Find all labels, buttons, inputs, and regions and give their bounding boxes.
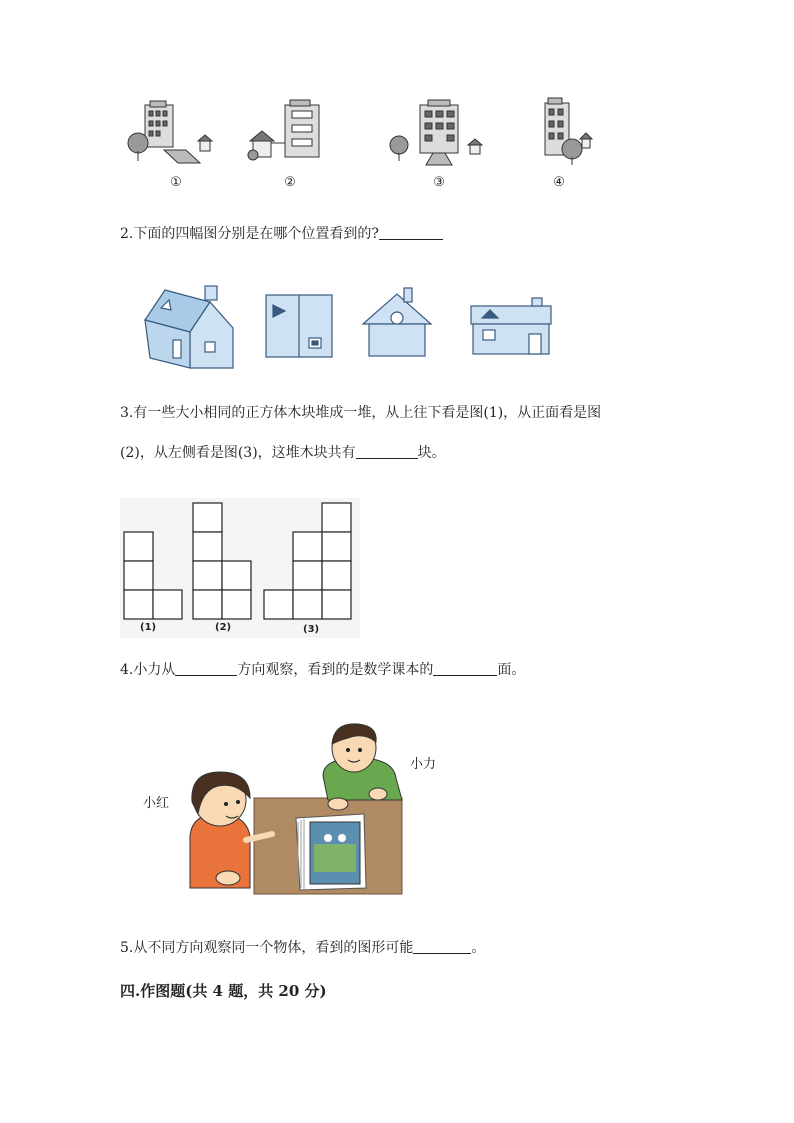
- house-views-figure: [135, 280, 565, 380]
- view-label-3: ③: [433, 175, 445, 190]
- math-book-stack: [296, 814, 366, 890]
- question-4: [120, 662, 525, 677]
- answer-blank-q3[interactable]: [356, 445, 418, 459]
- answer-blank-q4-face[interactable]: [433, 662, 497, 676]
- question-5: [120, 940, 485, 955]
- house-3d-view: [145, 286, 233, 368]
- question-2-text: 2.下面的四幅图分别是在哪个位置看到的?: [120, 226, 379, 242]
- kids-book-illustration: [188, 718, 408, 896]
- label-xiaohong: 小红: [143, 796, 170, 811]
- building-views-figure: [120, 95, 600, 195]
- view-label-4: ④: [553, 175, 565, 190]
- cube-label-3: (3): [303, 624, 320, 635]
- view-label-1: ①: [170, 175, 182, 190]
- question-4-text-b: 方向观察，看到的是数学课本的: [237, 662, 434, 678]
- house-side-view: [363, 288, 431, 356]
- answer-blank-q2[interactable]: [379, 226, 443, 240]
- answer-blank-q5[interactable]: [413, 940, 471, 954]
- cube-label-2: (2): [215, 622, 232, 633]
- building-view-4: [545, 98, 592, 165]
- answer-blank-q4-direction[interactable]: [175, 662, 237, 676]
- building-view-2: [248, 100, 319, 160]
- section-4-heading: 四.作图题(共 4 题，共 20 分): [120, 982, 327, 1000]
- question-3-text-b: 块。: [417, 445, 446, 461]
- house-top-view: [266, 295, 332, 357]
- question-3-text-a: (2)，从左侧看是图(3)，这堆木块共有: [120, 445, 356, 461]
- question-4-text-c: 面。: [497, 662, 526, 678]
- cube-label-1: (1): [140, 622, 157, 633]
- view-label-2: ②: [284, 175, 296, 190]
- question-5-text-a: 5.从不同方向观察同一个物体，看到的图形可能: [120, 940, 414, 956]
- question-4-text-a: 4.小力从: [120, 662, 176, 678]
- cube-views-figure: [120, 498, 360, 638]
- building-view-3: [390, 100, 482, 165]
- house-front-view: [471, 298, 551, 354]
- question-5-text-b: 。: [471, 940, 486, 956]
- question-3-line-1: 3.有一些大小相同的正方体木块堆成一堆，从上往下看是图(1)，从正面看是图: [120, 405, 602, 421]
- question-2: [120, 226, 443, 241]
- boy-figure: [323, 724, 402, 810]
- question-3-line-2: [120, 445, 446, 460]
- label-xiaoli: 小力: [410, 757, 437, 772]
- building-view-1: [128, 101, 212, 163]
